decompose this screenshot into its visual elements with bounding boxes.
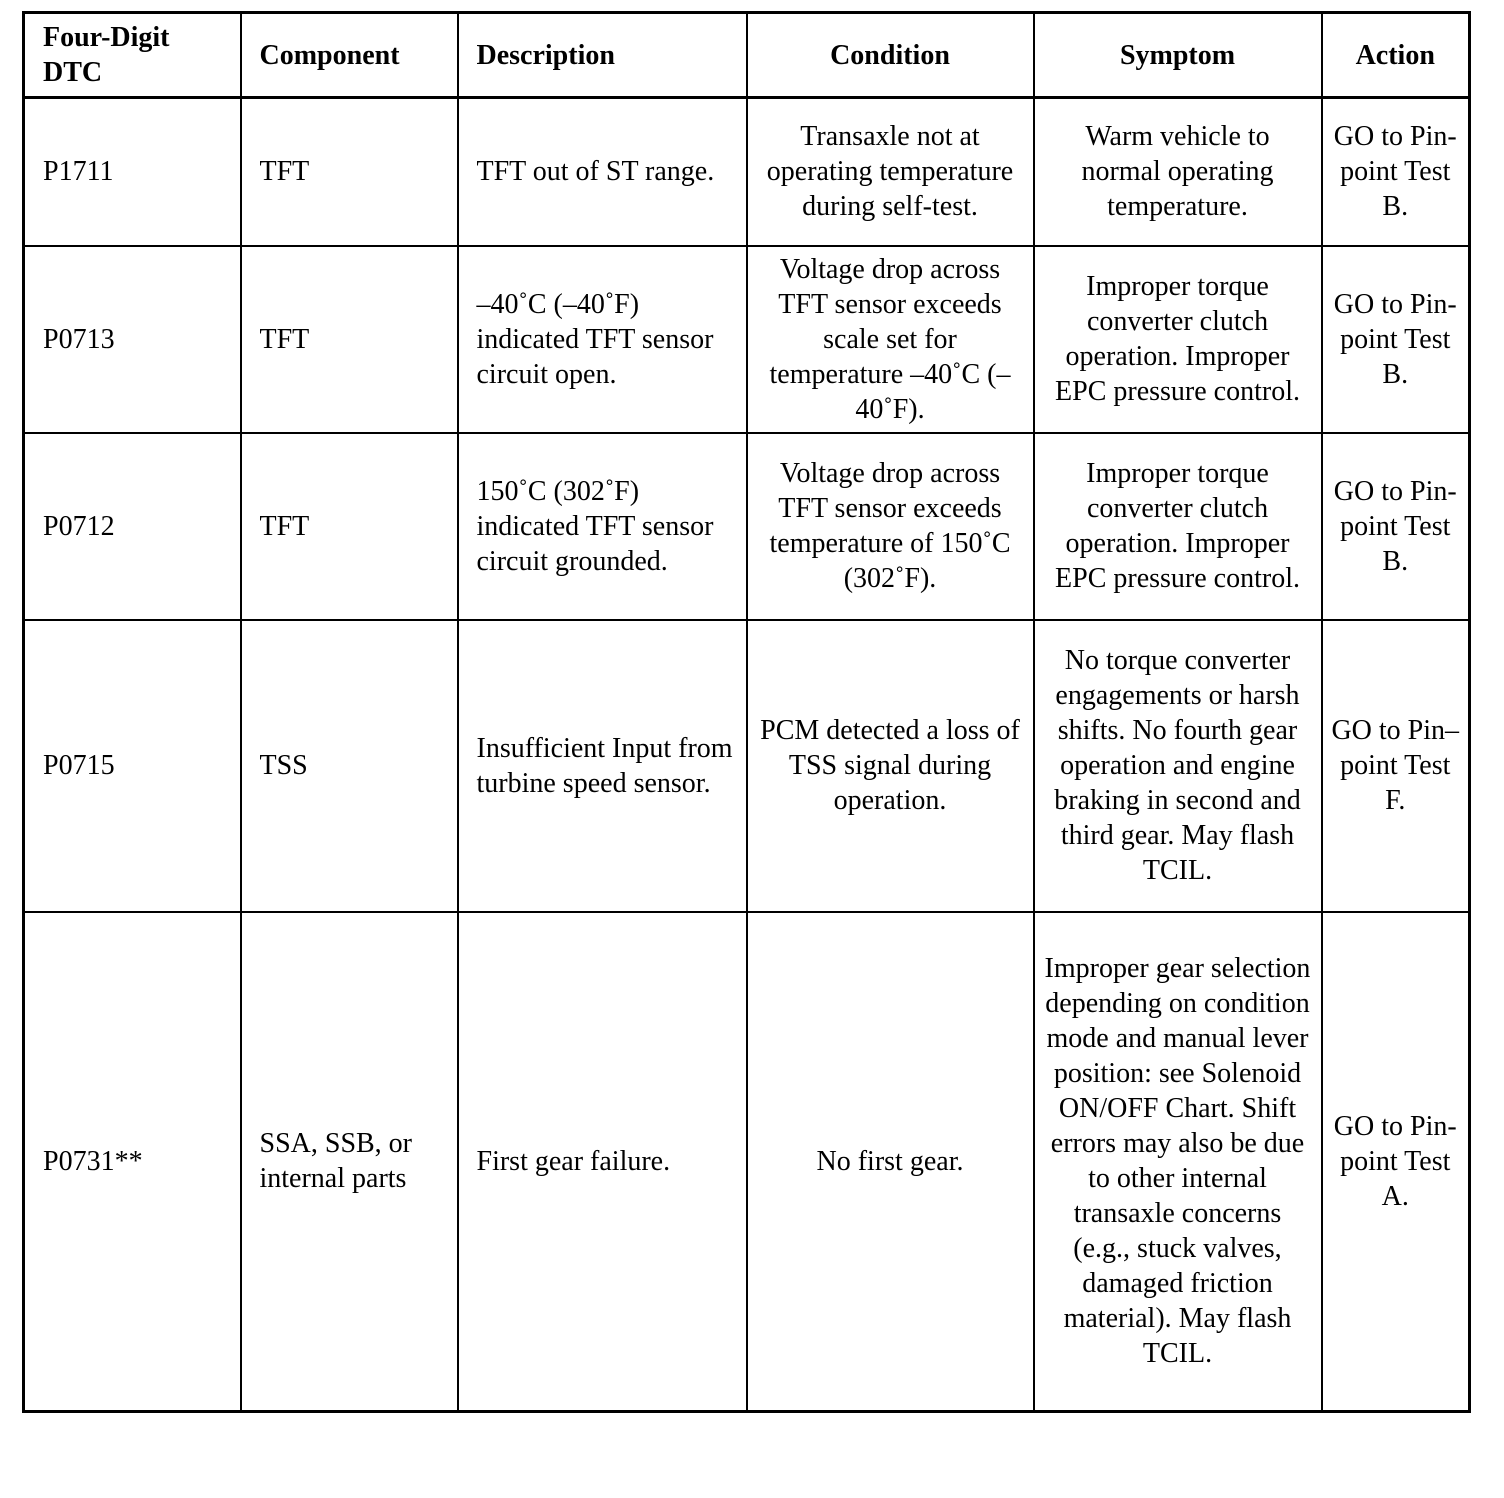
description-cell: TFT out of ST range. (458, 98, 747, 246)
action-cell: GO to Pin-point Test A. (1322, 912, 1470, 1412)
component-cell: TSS (241, 620, 458, 912)
dtc-cell: P0731** (24, 912, 241, 1412)
dtc-cell: P1711 (24, 98, 241, 246)
dtc-cell: P0715 (24, 620, 241, 912)
description-cell: First gear failure. (458, 912, 747, 1412)
header-action: Action (1322, 13, 1470, 98)
table-body (24, 98, 1470, 1412)
dtc-table (22, 11, 1471, 1413)
condition-cell: Transaxle not at operating temperature during self-test. (747, 98, 1034, 246)
condition-cell: No first gear. (747, 912, 1034, 1412)
description-cell: –40˚C (–40˚F) indicated TFT sensor circuit open. (458, 246, 747, 433)
condition-cell: Voltage drop across TFT sensor exceeds temperature of 150˚C (302˚F). (747, 433, 1034, 620)
header-condition: Condition (747, 13, 1034, 98)
table-row (24, 98, 1470, 246)
component-cell: TFT (241, 433, 458, 620)
action-cell: GO to Pin-point Test B. (1322, 246, 1470, 433)
table-row (24, 620, 1470, 912)
header-description: Description (458, 13, 747, 98)
table-row (24, 246, 1470, 433)
header-dtc: Four-Digit DTC (24, 13, 241, 98)
header-component: Component (241, 13, 458, 98)
header-row (24, 13, 1470, 98)
component-cell: TFT (241, 98, 458, 246)
action-cell: GO to Pin–point Test F. (1322, 620, 1470, 912)
description-cell: 150˚C (302˚F) indicated TFT sensor circuit grounded. (458, 433, 747, 620)
condition-cell: Voltage drop across TFT sensor exceeds scale set for temperature –40˚C (–40˚F). (747, 246, 1034, 433)
table-header (24, 13, 1470, 98)
action-cell: GO to Pin-point Test B. (1322, 433, 1470, 620)
action-cell: GO to Pin-point Test B. (1322, 98, 1470, 246)
component-cell: SSA, SSB, or internal parts (241, 912, 458, 1412)
symptom-cell: Improper torque converter clutch operation. Improper EPC pressure control. (1034, 433, 1322, 620)
symptom-cell: No torque converter engagements or harsh shifts. No fourth gear operation and engine braking in second and third gear. May flash TCIL. (1034, 620, 1322, 912)
table-row (24, 912, 1470, 1412)
symptom-cell: Warm vehicle to normal operating temperature. (1034, 98, 1322, 246)
symptom-cell: Improper torque converter clutch operation. Improper EPC pressure control. (1034, 246, 1322, 433)
header-symptom: Symptom (1034, 13, 1322, 98)
dtc-cell: P0713 (24, 246, 241, 433)
symptom-cell: Improper gear selection depending on condition mode and manual lever position: see Solenoid ON/OFF Chart. Shift errors may also be due to other internal transaxle concerns (e.g., stuck valves, damaged friction material). May flash TCIL. (1034, 912, 1322, 1412)
condition-cell: PCM detected a loss of TSS signal during operation. (747, 620, 1034, 912)
description-cell: Insufficient Input from turbine speed sensor. (458, 620, 747, 912)
component-cell: TFT (241, 246, 458, 433)
dtc-cell: P0712 (24, 433, 241, 620)
table-row (24, 433, 1470, 620)
